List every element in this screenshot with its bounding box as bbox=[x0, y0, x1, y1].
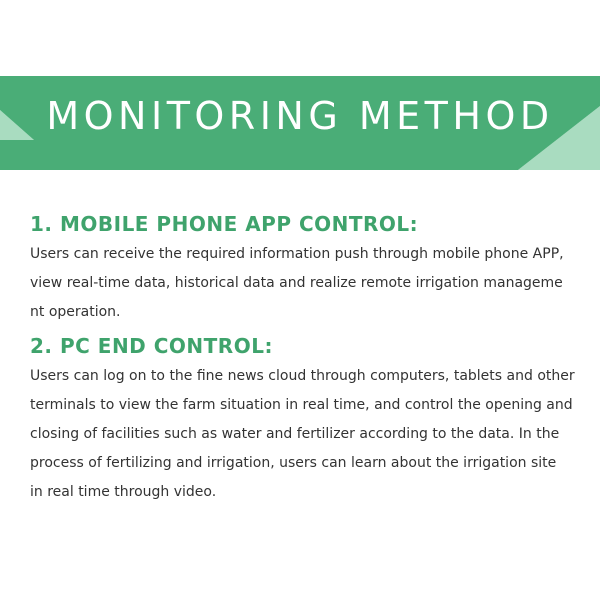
section-text-line: closing of facilities such as water and fertilizer according to the data. In the bbox=[30, 426, 560, 442]
section-text-line: nt operation. bbox=[30, 304, 121, 320]
section-text-line: process of fertilizing and irrigation, users can learn about the irrigation site bbox=[30, 455, 557, 471]
title-banner bbox=[0, 76, 600, 174]
section-heading-pc-end: 2. PC END CONTROL: bbox=[30, 334, 273, 358]
section-text-line: in real time through video. bbox=[30, 484, 217, 500]
section-text-line: terminals to view the farm situation in real time, and control the opening and bbox=[30, 397, 573, 413]
section-text-line: Users can receive the required information push through mobile phone APP, bbox=[30, 246, 564, 262]
banner-title: MONITORING METHOD bbox=[46, 94, 554, 138]
content bbox=[30, 208, 600, 507]
section-text-line: view real-time data, historical data and realize remote irrigation manageme bbox=[30, 275, 563, 291]
section-heading-mobile-app: 1. MOBILE PHONE APP CONTROL: bbox=[30, 212, 419, 236]
section-text-line: Users can log on to the fine news cloud through computers, tablets and other bbox=[30, 368, 575, 384]
